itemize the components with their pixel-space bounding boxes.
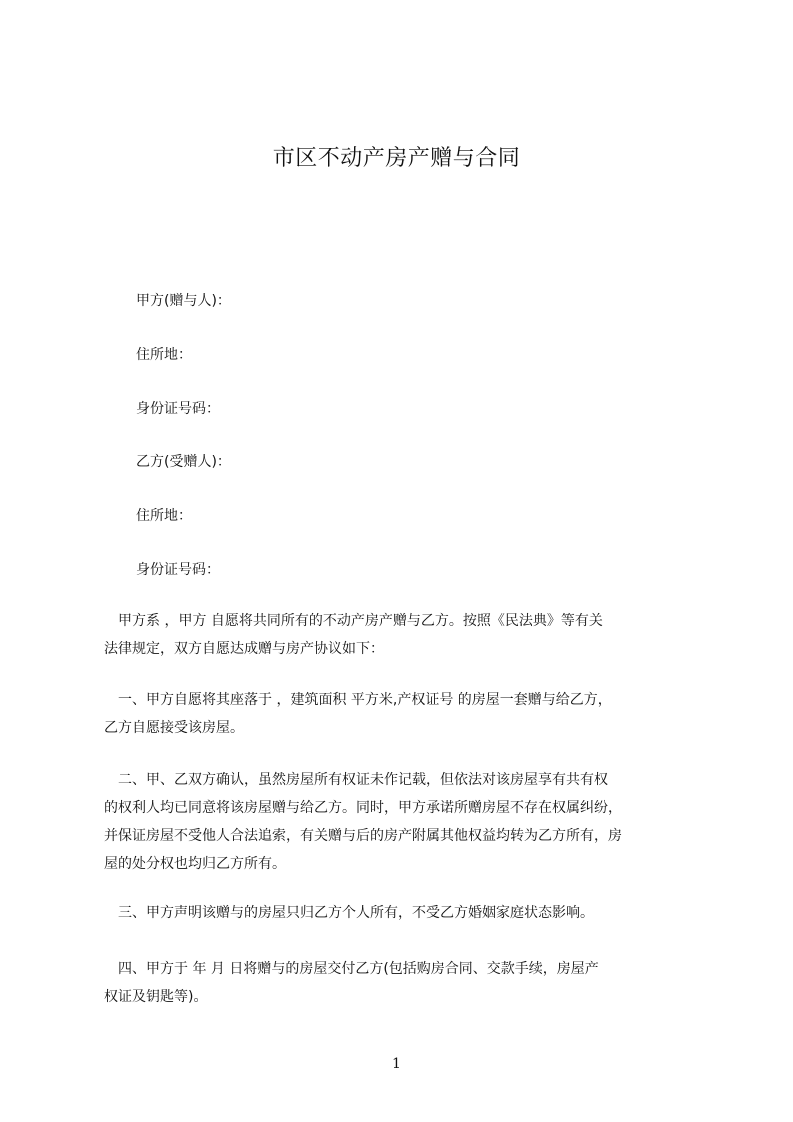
clause-2-line: 二、甲、乙双方确认，虽然房屋所有权证未作记载，但依法对该房屋享有共有权 bbox=[104, 772, 608, 788]
clause-4-paragraph bbox=[104, 955, 714, 1011]
clause-4-line: 权证及钥匙等)。 bbox=[104, 989, 208, 1005]
document-title: 市区不动产房产赠与合同 bbox=[272, 146, 521, 171]
clause-2-line: 的权利人均已同意将该房屋赠与给乙方。同时，甲方承诺所赠房屋不存在权属纠纷， bbox=[104, 800, 622, 816]
clause-1-line: 一、甲方自愿将其座落于 ，建筑面积 平方米,产权证号 的房屋一套赠与给乙方， bbox=[104, 692, 612, 708]
clause-4-line: 四、甲方于 年 月 日将赠与的房屋交付乙方(包括购房合同、交款手续，房屋产 bbox=[104, 961, 599, 977]
clause-3-line: 三、甲方声明该赠与的房屋只归乙方个人所有，不受乙方婚姻家庭状态影响。 bbox=[104, 905, 594, 921]
intro-paragraph bbox=[104, 607, 714, 663]
party-a-address-label: 住所地： bbox=[136, 347, 192, 363]
clause-2-line: 并保证房屋不受他人合法追索，有关赠与后的房产附属其他权益均转为乙方所有，房 bbox=[104, 828, 622, 844]
page-number: 1 bbox=[392, 1056, 401, 1072]
clause-2-paragraph bbox=[104, 766, 714, 878]
party-a-label: 甲方(赠与人)： bbox=[136, 293, 231, 309]
clause-1-paragraph bbox=[104, 686, 714, 742]
party-b-id-label: 身份证号码： bbox=[136, 562, 220, 578]
clause-1-line: 乙方自愿接受该房屋。 bbox=[104, 720, 244, 736]
party-b-address-label: 住所地： bbox=[136, 508, 192, 524]
party-a-id-label: 身份证号码： bbox=[136, 401, 220, 417]
clause-3-paragraph bbox=[104, 899, 714, 927]
intro-line: 法律规定，双方自愿达成赠与房产协议如下： bbox=[104, 641, 384, 657]
clause-2-line: 屋的处分权也均归乙方所有。 bbox=[104, 856, 286, 872]
intro-line: 甲方系 ，甲方 自愿将共同所有的不动产房产赠与乙方。按照《民法典》等有关 bbox=[104, 613, 603, 629]
party-b-label: 乙方(受赠人)： bbox=[136, 454, 231, 470]
